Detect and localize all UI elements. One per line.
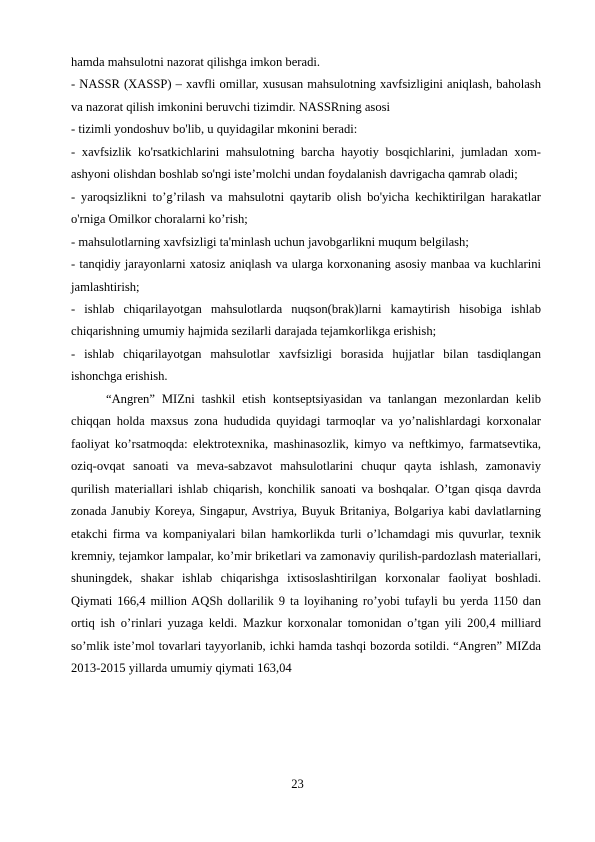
document-body xyxy=(71,51,541,680)
paragraph-nassr-basis: - tizimli yondoshuv bo'lib, u quyidagilar mkonini beradi: xyxy=(71,122,358,137)
list-item-critical-processes: - tanqidiy jarayonlarni xatosiz aniqlash va ularga korxonaning asosiy manbaa va kuchlarini jamlashtirish; xyxy=(71,257,541,294)
paragraph-intro: hamda mahsulotni nazorat qilishga imkon beradi. xyxy=(71,55,321,69)
list-item-documented-confidence: - ishlab chiqarilayotgan mahsulotlar xavfsizligi borasida hujjatlar bilan tasdiqlangan ishonchga erishish. xyxy=(71,346,541,384)
list-item-defect-reduction: - ishlab chiqarilayotgan mahsulotlarda nuqson(brak)larni kamaytirish hisobiga ishlab chiqarishning umumiy hajmida sezilarli darajada tejamkorlikga erishish; xyxy=(71,301,541,339)
list-item-safety-indicators: - xavfsizlik ko'rsatkichlarini mahsulotning barcha hayotiy bosqichlarini, jumladan xom-ashyoni olishdan boshlab so'ngi iste’molchi undan foydalanish davrigacha qamrab oladi; xyxy=(71,144,541,182)
paragraph-angren-fez: “Angren” MIZni tashkil etish kontseptsiyasidan va tanlangan mezonlardan kelib chiqqan holda maxsus zona hududida quyidagi tarmoqlar va yo’nalishlardagi korxonalar faoliyat ko’rsatmoqda: elektrotexnika, mashinasozlik, kimyo va neftkimyo, farmatsevtika, oziq-ovqat sanoati va meva-sabzavot mahsulotlarini chuqur qayta ishlash, zamonaviy qurilish materiallari ishlab chiqarish, konchilik sanoati va boshqalar. O’tgan qisqa davrda zonada Janubiy Koreya, Singapur, Avstriya, Buyuk Britaniya, Bolgariya kabi davlatlarning etakchi firma va kompaniyalari bilan hamkorlikda turli o’lchamdagi mis quvurlar, texnik kremniy, tejamkor lampalar, ko’mir briketlari va zamonaviy qurilish-pardozlash materiallari, shuningdek, shakar ishlab chiqarishga ixtisoslashtirilgan korxonalar faoliyat boshladi. Qiymati 166,4 million AQSh dollarilik 9 ta loyihaning ro’yobi tufayli bu yerda 1150 dan ortiq ish o’rinlari yuzaga keldi. Mazkur korxonalar tomonidan o’tgan yili 200,4 milliard so’mlik iste’mol tovarlari tayyorlanib, ichki hamda tashqi bozorda sotildi. “Angren” MIZda 2013-2015 yillarda umumiy qiymati 163,04 xyxy=(71,391,541,676)
paragraph-nassr-definition: - NASSR (XASSP) – xavfli omillar, xususan mahsulotning xavfsizligini aniqlash, baholash va nazorat qilish imkonini beruvchi tizimdir. NASSRning asosi xyxy=(71,77,541,114)
list-item-preventive-measures: - yaroqsizlikni to’g’rilash va mahsulotni qaytarib olish bo'yicha kechiktirilgan harakatlar o'rniga Omilkor choralarni ko’rish; xyxy=(71,189,541,227)
page-number: 23 xyxy=(291,777,304,791)
list-item-responsibility: - mahsulotlarning xavfsizligi ta'minlash uchun javobgarlikni muqum belgilash; xyxy=(71,234,469,249)
